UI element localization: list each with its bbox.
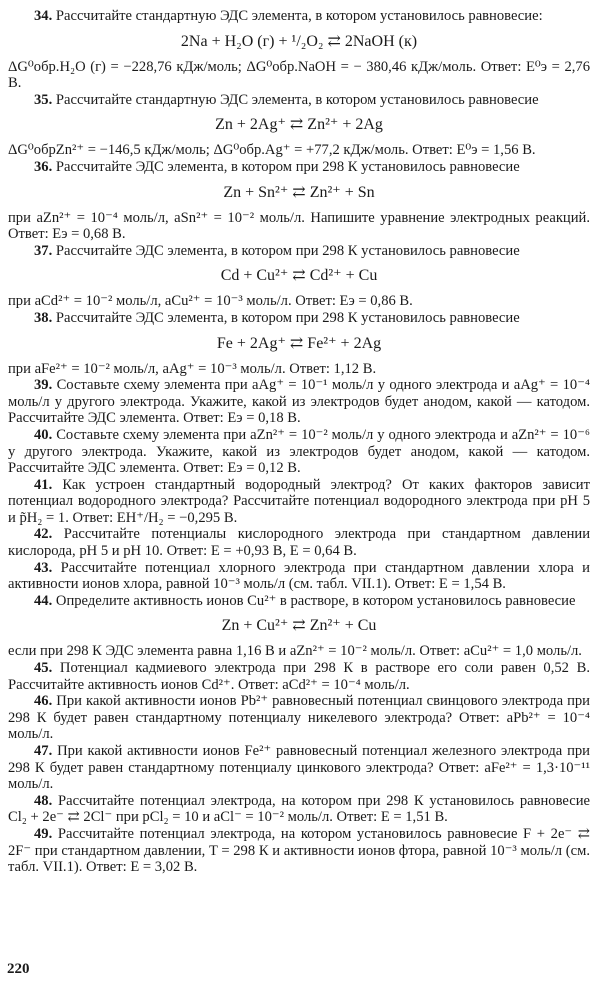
problem-intro: Рассчитайте ЭДС элемента, в котором при 298 К установилось равновесие bbox=[55, 309, 520, 326]
equation: Zn + 2Ag⁺ ⇄ Zn²⁺ + 2Ag bbox=[215, 116, 383, 134]
problem-intro: Рассчитайте ЭДС элемента, в котором при 298 К установилось равновесие bbox=[55, 158, 520, 175]
problem-39 bbox=[8, 377, 590, 427]
problem-number: 43. bbox=[34, 559, 53, 576]
problem-data: ΔG⁰обр.H₂O (г) = −228,76 кДж/моль; ΔG⁰обр.NaOH = − 380,46 кДж/моль. Ответ: E⁰э = 2,76 В. bbox=[8, 58, 590, 92]
problem-intro: Рассчитайте стандартную ЭДС элемента, в котором установилось равновесие bbox=[55, 91, 539, 108]
problem-number: 35. bbox=[34, 91, 53, 108]
problem-45 bbox=[8, 660, 590, 693]
problem-number: 42. bbox=[34, 526, 53, 543]
problem-44 bbox=[8, 593, 590, 660]
problem-38 bbox=[8, 310, 590, 377]
problem-data: при aCd²⁺ = 10⁻² моль/л, aCu²⁺ = 10⁻³ моль/л. Ответ: Eэ = 0,86 В. bbox=[8, 293, 413, 310]
equation: Fe + 2Ag⁺ ⇄ Fe²⁺ + 2Ag bbox=[216, 334, 382, 352]
problem-number: 49. bbox=[34, 825, 53, 842]
problem-34 bbox=[8, 8, 590, 92]
problem-data: при aZn²⁺ = 10⁻⁴ моль/л, aSn²⁺ = 10⁻² моль/л. Напишите уравнение электродных реакций. Ответ: Eэ = 0,68 В. bbox=[8, 209, 590, 243]
problem-48 bbox=[8, 793, 590, 826]
problem-data: ΔG⁰обрZn²⁺ = −146,5 кДж/моль; ΔG⁰обр.Ag⁺ = +77,2 кДж/моль. Ответ: E⁰э = 1,56 В. bbox=[8, 142, 536, 159]
problem-number: 36. bbox=[34, 158, 53, 175]
problem-number: 34. bbox=[34, 8, 53, 24]
problem-number: 41. bbox=[34, 476, 53, 493]
problem-47 bbox=[8, 743, 590, 793]
problem-40 bbox=[8, 427, 590, 477]
problem-35 bbox=[8, 92, 590, 159]
problem-text: Рассчитайте потенциал электрода, на котором при 298 К установилось равновесие Cl₂ + 2e⁻ ⇄ 2Cl⁻ при pCl₂ = 10 и aCl⁻ = 10⁻² моль/л. Ответ: E = 1,51 В. bbox=[8, 792, 590, 826]
problem-number: 46. bbox=[34, 693, 53, 710]
problem-intro: Определите активность ионов Cu²⁺ в растворе, в котором установилось равновесие bbox=[55, 592, 576, 609]
problem-data: если при 298 К ЭДС элемента равна 1,16 В и aZn²⁺ = 10⁻² моль/л. Ответ: aCu²⁺ = 1,0 моль/л. bbox=[8, 643, 582, 660]
problem-intro: Рассчитайте ЭДС элемента, в котором при 298 К установилось равновесие bbox=[55, 242, 520, 259]
problem-text: При какой активности ионов Fe²⁺ равновесный потенциал железного электрода при 298 К будет равен стандартному потенциалу цинкового электрода? Ответ: aFe²⁺ = 1,3·10⁻¹¹ моль/л. bbox=[8, 743, 590, 793]
problem-text: Рассчитайте потенциал электрода, на котором установилось равновесие F + 2e⁻ ⇄ 2F⁻ при стандартном давлении, T = 298 К и активности ионов фтора, равной 10⁻³ моль/л (см. табл. VII.1). Ответ: E = 3,02 В. bbox=[8, 825, 590, 876]
problem-text: При какой активности ионов Pb²⁺ равновесный потенциал свинцового электрода при 298 К будет равен стандартному потенциалу никелевого электрода? Ответ: aPb²⁺ = 10⁻⁴ моль/л. bbox=[8, 693, 590, 743]
problem-intro: Рассчитайте стандартную ЭДС элемента, в котором установилось равновесие: bbox=[55, 8, 543, 24]
problem-42 bbox=[8, 526, 590, 559]
problem-number: 45. bbox=[34, 660, 53, 677]
problem-number: 40. bbox=[34, 426, 53, 443]
problem-49 bbox=[8, 826, 590, 876]
problem-number: 47. bbox=[34, 743, 53, 759]
problem-number: 44. bbox=[34, 592, 53, 609]
problem-text: Рассчитайте потенциалы кислородного электрода при стандартном давлении кислорода, pH 5 и pH 10. Ответ: E = +0,93 В, E = 0,64 В. bbox=[8, 526, 591, 560]
problem-text: Потенциал кадмиевого электрода при 298 К в растворе его соли равен 0,52 В. Рассчитайте активность ионов Cd²⁺. Ответ: aCd²⁺ = 10⁻⁴ моль/л. bbox=[8, 660, 590, 693]
problem-37 bbox=[8, 243, 590, 310]
problem-43 bbox=[8, 560, 590, 593]
problem-data: при aFe²⁺ = 10⁻² моль/л, aAg⁺ = 10⁻³ моль/л. Ответ: 1,12 В. bbox=[8, 360, 377, 377]
problem-41 bbox=[8, 477, 590, 527]
problem-36 bbox=[8, 159, 590, 243]
equation: Cd + Cu²⁺ ⇄ Cd²⁺ + Cu bbox=[220, 267, 378, 285]
problem-number: 39. bbox=[34, 377, 53, 394]
problem-text: Составьте схему элемента при aZn²⁺ = 10⁻² моль/л у одного электрода и aZn²⁺ = 10⁻⁶ у другого электрода. Укажите, какой из электродов будет анодом, какой — катодом. Рассчитайте ЭДС элемента. Ответ: Eэ = 0,12 В. bbox=[8, 426, 590, 477]
page-number: 220 bbox=[7, 961, 30, 978]
equation: Zn + Cu²⁺ ⇄ Zn²⁺ + Cu bbox=[221, 617, 377, 635]
problem-text: Как устроен стандартный водородный электрод? От каких факторов зависит потенциал водородного электрода? Рассчитайте потенциал водородного электрода при pH 5 и p̃H₂ = 1. Ответ: EH⁺/H₂ = −0,295 В. bbox=[8, 476, 590, 526]
problem-text: Составьте схему элемента при aAg⁺ = 10⁻¹ моль/л у одного электрода и aAg⁺ = 10⁻⁴ моль/л у другого электрода. Укажите, какой из электродов будет анодом, какой — катодом. Рассчитайте ЭДС элемента. Ответ: Eэ = 0,18 В. bbox=[8, 377, 590, 427]
problem-number: 37. bbox=[34, 242, 53, 259]
problem-number: 48. bbox=[34, 792, 53, 809]
problem-46 bbox=[8, 693, 590, 743]
problem-text: Рассчитайте потенциал хлорного электрода при стандартном давлении хлора и активности ионов хлора, равной 10⁻³ моль/л (см. табл. VII.1). Ответ: E = 1,54 В. bbox=[8, 559, 590, 593]
problem-number: 38. bbox=[34, 309, 53, 326]
equation: 2Na + H₂O (г) + ¹/₂O₂ ⇄ 2NaOH (к) bbox=[180, 32, 418, 50]
equation: Zn + Sn²⁺ ⇄ Zn²⁺ + Sn bbox=[223, 183, 375, 201]
